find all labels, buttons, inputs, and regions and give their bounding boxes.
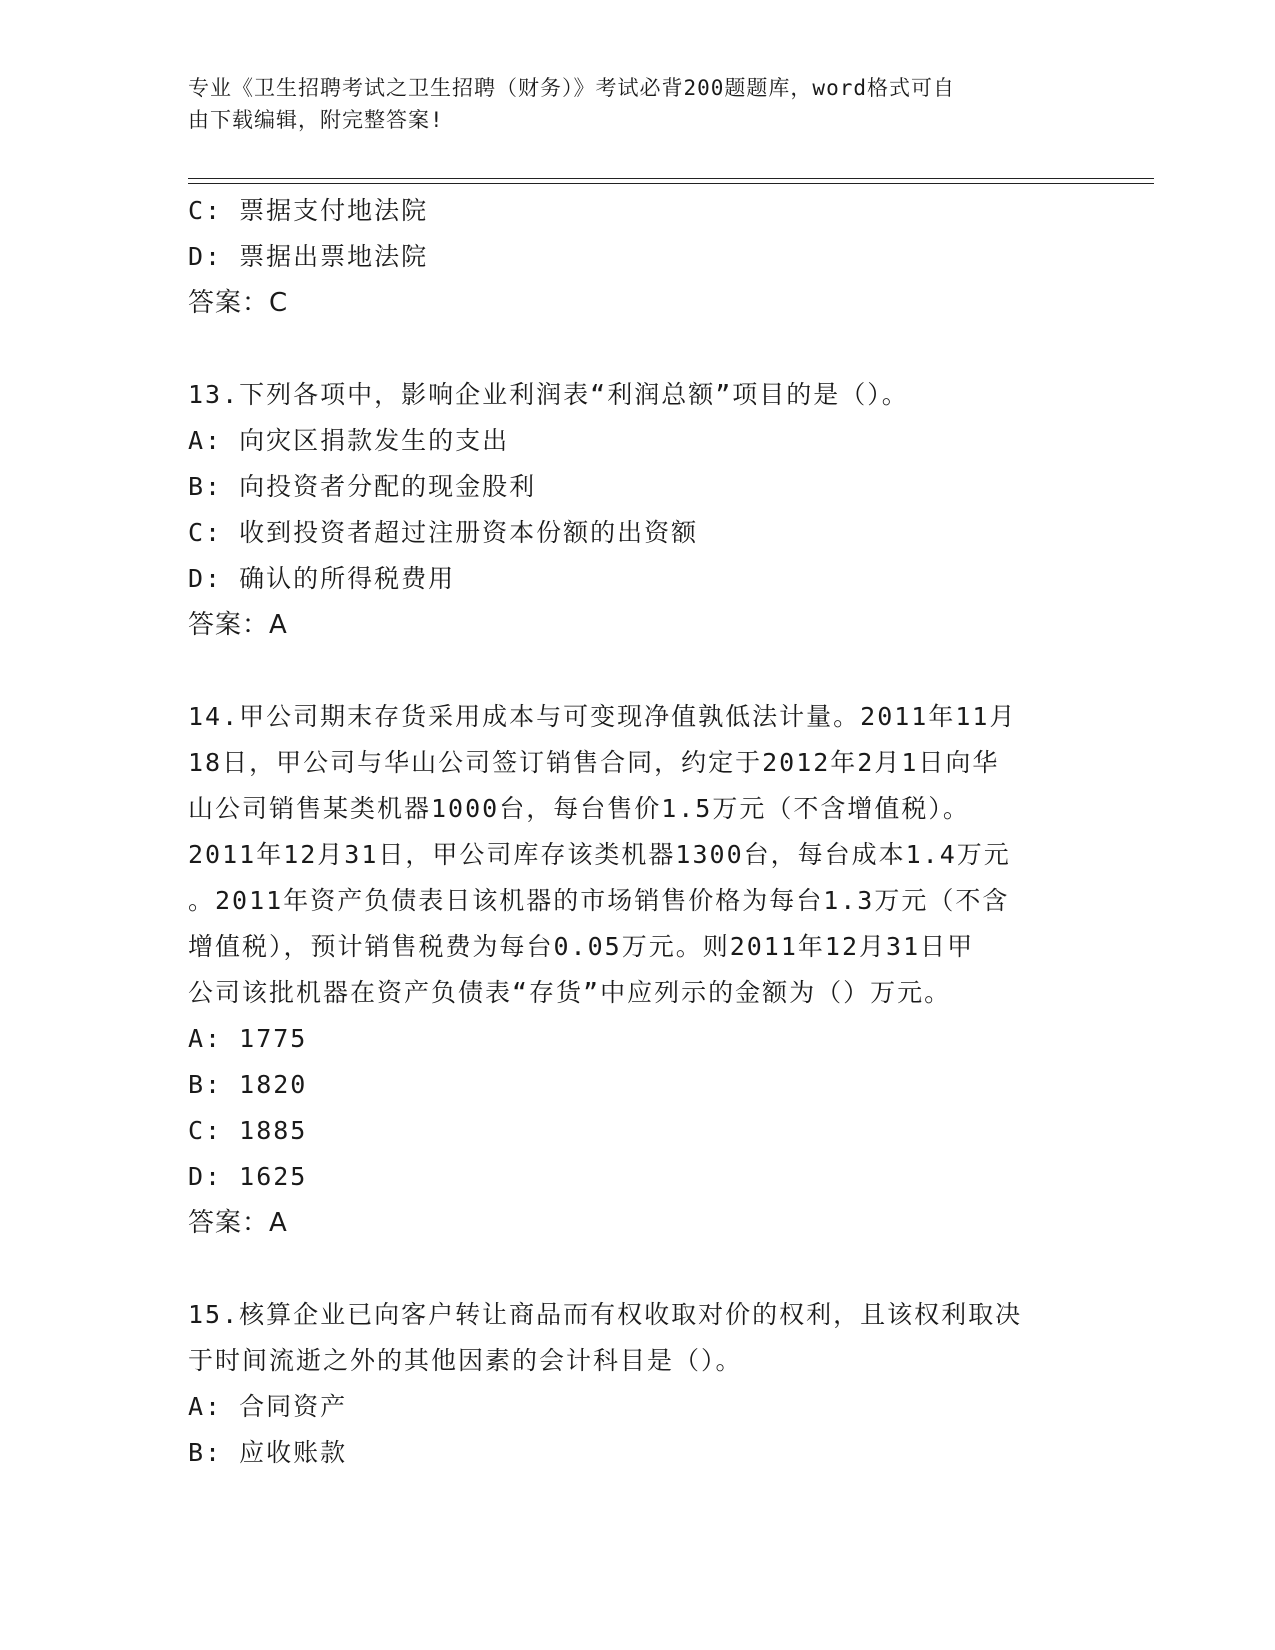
document-header [188,72,1068,136]
question-stem [188,694,1088,1016]
option-c: C: 票据支付地法院 [188,196,429,225]
spacer [188,326,1088,372]
answer: 答案：A [188,1208,288,1238]
question-stem-line: 14.甲公司期末存货采用成本与可变现净值孰低法计量。2011年11月 [188,702,1017,731]
question-stem-line: 18日，甲公司与华山公司签订销售合同，约定于2012年2月1日向华 [188,748,1000,777]
option-a: A: 向灾区捐款发生的支出 [188,426,510,455]
option-a: A: 合同资产 [188,1392,348,1421]
option-b: B: 向投资者分配的现金股利 [188,472,537,501]
header-divider-bottom [188,183,1154,184]
question-stem-line: 2011年12月31日，甲公司库存该类机器1300台，每台成本1.4万元 [188,840,1011,869]
option-c: C: 1885 [188,1116,308,1145]
question-14 [188,694,1088,1246]
question-stem-line: 15.核算企业已向客户转让商品而有权收取对价的权利，且该权利取决 [188,1300,1023,1329]
option-b: B: 1820 [188,1070,308,1099]
question-stem: 13.下列各项中，影响企业利润表“利润总额”项目的是（）。 [188,380,909,409]
answer: 答案：C [188,288,289,318]
option-a: A: 1775 [188,1024,308,1053]
header-line-1: 专业《卫生招聘考试之卫生招聘（财务）》考试必背200题题库，word格式可自 [188,76,955,100]
question-stem-line: 公司该批机器在资产负债表“存货”中应列示的金额为（）万元。 [188,978,952,1007]
question-stem-line: 。2011年资产负债表日该机器的市场销售价格为每台1.3万元（不含 [188,886,1010,915]
question-stem-line: 于时间流逝之外的其他因素的会计科目是（）。 [188,1346,743,1375]
question-12-tail [188,188,1088,326]
option-d: D: 1625 [188,1162,308,1191]
option-c: C: 收到投资者超过注册资本份额的出资额 [188,518,699,547]
question-list [188,188,1088,1476]
question-stem [188,1292,1088,1384]
answer: 答案：A [188,610,288,640]
option-d: D: 确认的所得税费用 [188,564,456,593]
option-d: D: 票据出票地法院 [188,242,429,271]
option-b: B: 应收账款 [188,1438,348,1467]
question-15 [188,1292,1088,1476]
spacer [188,1246,1088,1292]
header-line-2: 由下载编辑，附完整答案! [188,108,444,132]
header-divider-top [188,178,1154,179]
question-stem-line: 山公司销售某类机器1000台，每台售价1.5万元（不含增值税）。 [188,794,970,823]
question-stem-line: 增值税），预计销售税费为每台0.05万元。则2011年12月31日甲 [188,932,975,961]
spacer [188,648,1088,694]
question-13 [188,372,1088,648]
